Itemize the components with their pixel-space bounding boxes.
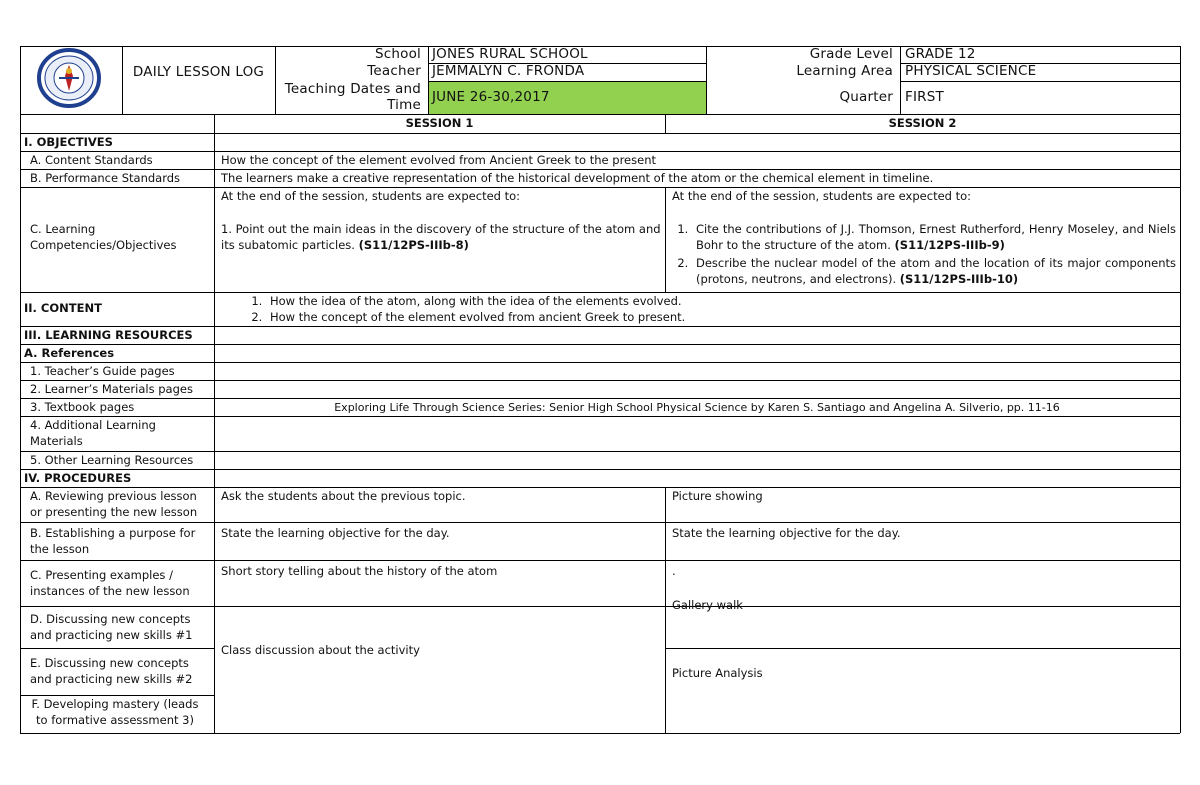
school-label: School [374,46,421,62]
procedure-d-label: D. Discussing new concepts and practicing new skills #1 [30,612,193,642]
session2-intro: At the end of the session, students are expected to: [672,189,972,203]
session-1-header: SESSION 1 [405,116,474,130]
procedure-a-session2: Picture showing [672,489,763,503]
procedure-c-session1: Short story telling about the history of the atom [221,564,498,578]
teacher-value: JEMMALYN C. FRONDA [432,63,585,79]
performance-standards-text: The learners make a creative representation of the historical development of the atom or the chemical element in timeline. [221,171,934,185]
grade-value: GRADE 12 [905,46,976,62]
additional-materials-label: 4. Additional Learning Materials [30,418,156,448]
performance-standards-label: B. Performance Standards [30,171,181,185]
session1-intro: At the end of the session, students are expected to: [221,189,521,203]
procedure-a-session1: Ask the students about the previous topic. [221,489,466,503]
resources-heading: III. LEARNING RESOURCES [24,328,193,342]
teacher-label: Teacher [367,63,421,79]
procedure-de-session1: Class discussion about the activity [221,643,420,657]
textbook-pages-label: 3. Textbook pages [30,400,135,414]
content-list [246,293,1146,325]
procedure-a-label: A. Reviewing previous lesson or presenting the new lesson [30,489,198,519]
learners-materials-label: 2. Learner’s Materials pages [30,382,193,396]
area-label: Learning Area [796,63,893,79]
procedure-c-session2-dot: . [672,564,676,578]
procedure-c-session2: Gallery walk [672,598,743,612]
session2-objective-2: 2. Describe the nuclear model of the atom and the location of its major components (protons, neutrons, and electrons). (S11/12PS-IIIb-10) [692,256,1176,287]
school-value: JONES RURAL SCHOOL [432,46,588,62]
procedure-e-session2: Picture Analysis [672,666,763,680]
dates-value: JUNE 26-30,2017 [432,89,550,105]
session2-objective-1: 1. Cite the contributions of J.J. Thomson, Ernest Rutherford, Henry Moseley, and Niels Bohr to the structure of the atom. (S11/12PS-IIIb-9) [692,222,1176,253]
deped-seal-logo [32,48,106,108]
content-standards-text: How the concept of the element evolved from Ancient Greek to the present [221,153,656,167]
log-title: DAILY LESSON LOG [132,64,265,80]
procedure-e-label: E. Discussing new concepts and practicing new skills #2 [30,656,193,686]
content-standards-label: A. Content Standards [30,153,153,167]
session1-objective [221,222,661,253]
area-value: PHYSICAL SCIENCE [905,63,1037,79]
procedure-b-session1: State the learning objective for the day. [221,526,450,540]
textbook-pages-text: Exploring Life Through Science Series: Senior High School Physical Science by Karen S. Santiago and Angelina A. Silverio, pp. 11-16 [334,401,1060,414]
grade-label: Grade Level [809,46,893,62]
session2-objectives [672,222,1176,287]
session1-objective-code: (S11/12PS-IIIb-8) [358,237,469,252]
procedure-f-label: F. Developing mastery (leads to formative assessment 3) [31,697,199,727]
procedure-b-session2: State the learning objective for the day. [672,526,901,540]
content-item-1: 1. How the idea of the atom, along with the idea of the elements evolved. [266,293,1146,309]
content-item-2: 2. How the concept of the element evolved from ancient Greek to present. [266,309,1146,325]
objectives-heading: I. OBJECTIVES [24,135,113,149]
quarter-label: Quarter [839,89,893,105]
session-2-header: SESSION 2 [888,116,957,130]
other-resources-label: 5. Other Learning Resources [30,453,194,467]
procedure-c-label: C. Presenting examples / instances of the new lesson [30,568,190,598]
references-label: A. References [24,346,115,360]
content-heading: II. CONTENT [24,301,102,315]
dates-label: Teaching Dates and Time [284,81,421,113]
quarter-value: FIRST [905,89,944,105]
session1-objective-text: 1. Point out the main ideas in the discovery of the structure of the atom and its subatomic particles. [221,222,661,252]
procedures-heading: IV. PROCEDURES [24,471,132,485]
procedure-b-label: B. Establishing a purpose for the lesson [30,526,196,556]
teachers-guide-label: 1. Teacher’s Guide pages [30,364,175,378]
competencies-label: C. Learning Competencies/Objectives [30,222,177,252]
